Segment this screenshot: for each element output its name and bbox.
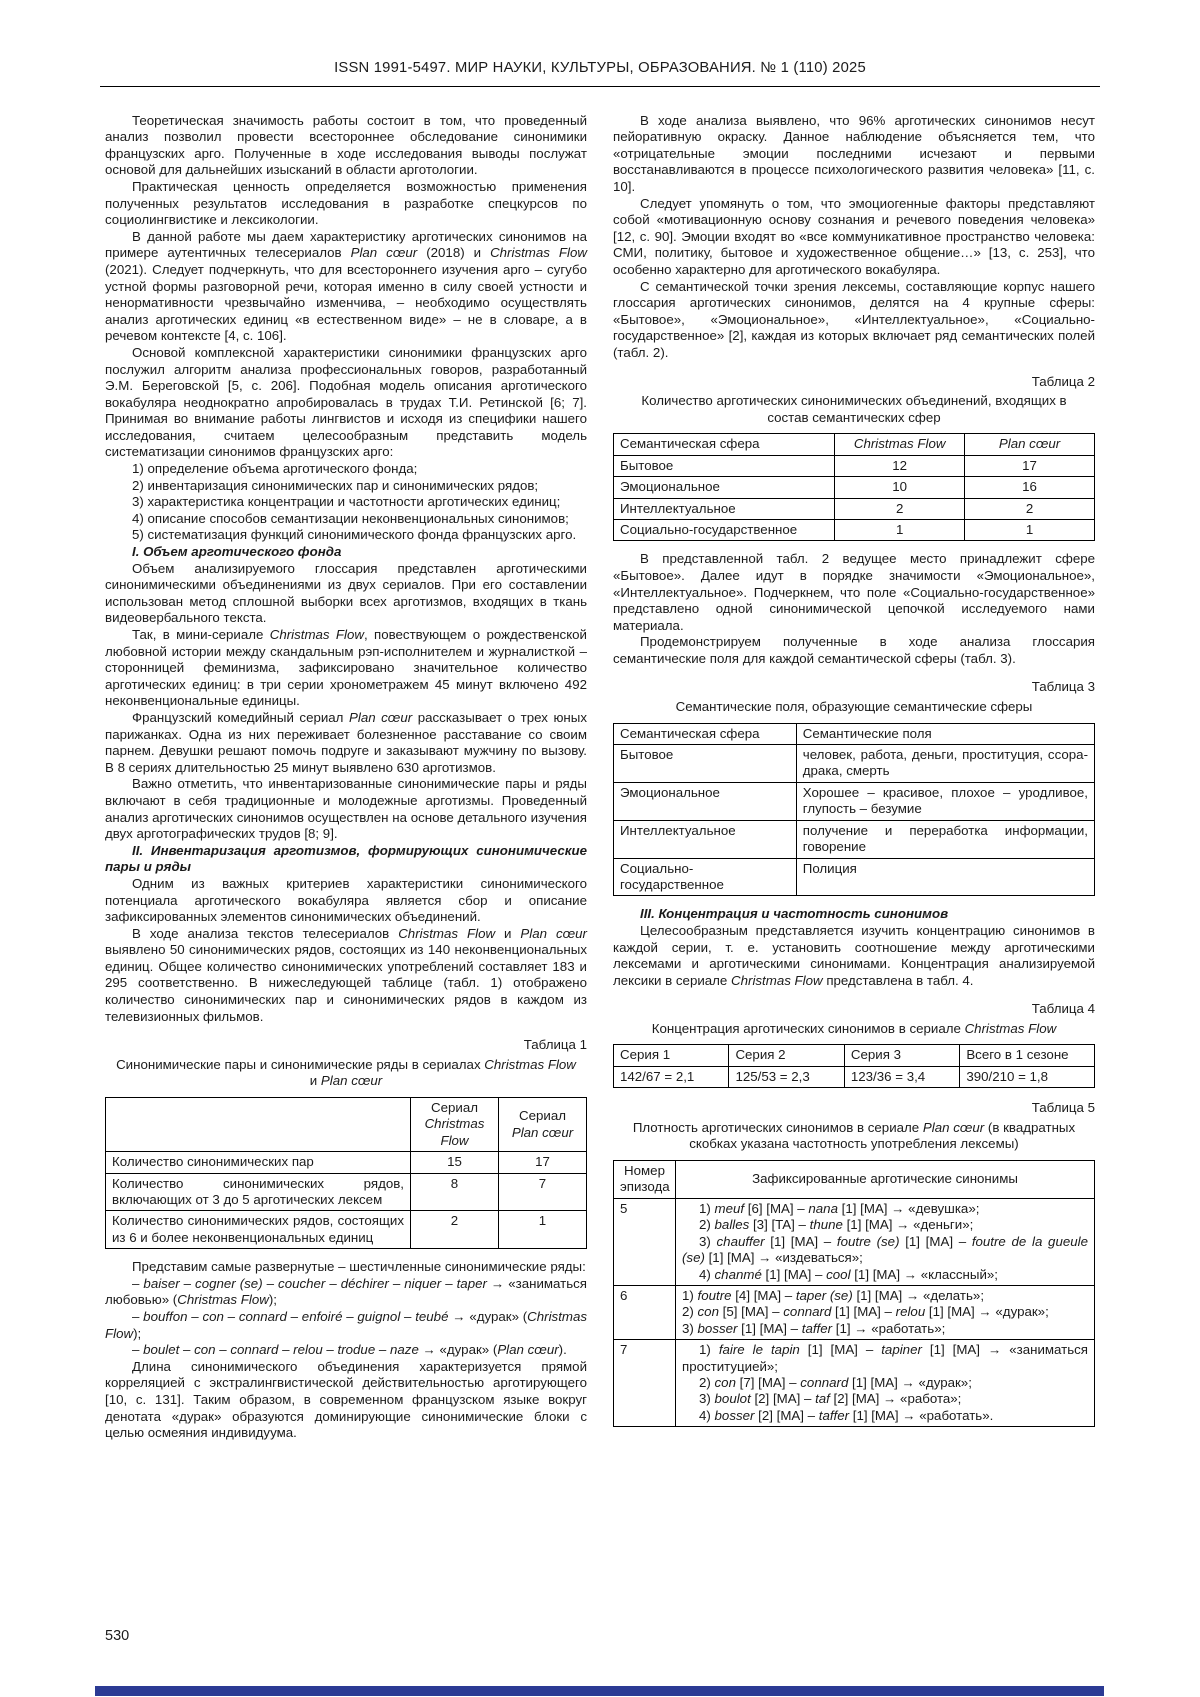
paragraph: Важно отметить, что инвентаризованные синонимические пары и ряды включают в себя традиционные и молодежные арготизмы. Проведенный анализ арготических синонимов осуществлен на основе детального изучения двух арготографических трудов [8; 9]. [105,776,587,842]
table-cell: Plan cœur [965,434,1095,455]
paragraph: Теоретическая значимость работы состоит в том, что проведенный анализ позволил провести всестороннее обследование синонимики французских арго. Полученные в ходе исследования выводы послужат основой для дальнейших изысканий в области арготологии. [105,112,587,178]
table-row [614,1198,1095,1285]
table-row [614,858,1095,896]
paragraph: Французский комедийный сериал Plan cœur рассказывает о трех юных парижанках. Одна из них переживает болезненное расставание со своим парнем. Девушки решают помочь подруге и заказывают мужчину по вызову. В 8 сериях длительностью 25 минут выявлено 630 арготизмов. [105,709,587,775]
table-cell: 8 [411,1173,499,1211]
list-item: 2) инвентаризация синонимических пар и синонимических рядов; [132,477,539,493]
table-caption: Концентрация арготических синонимов в сериале Christmas Flow [651,1020,1057,1036]
table-row [614,477,1095,498]
table-cell: 142/67 = 2,1 [614,1066,729,1087]
list-item: 1) определение объема арготического фонда; [132,461,418,477]
table-label: Таблица 2 [1031,373,1095,389]
section-heading: III. Концентрация и частотность синонимов [640,906,949,922]
table-cell: 17 [965,455,1095,476]
table-cell [106,1098,411,1152]
table-row [614,1285,1095,1339]
synonym-row: – baiser – cogner (se) – coucher – déchirer – niquer – taper → «заниматься любовью» (Christmas Flow); [105,1275,588,1308]
episode-number-cell: 7 [614,1340,676,1427]
table-row [614,519,1095,540]
synonym-line: 1) faire le tapin [1] [MA] – tapiner [1] [MA] → «заниматься проституцией»; [682,1342,1088,1374]
paragraph: Так, в мини-сериале Christmas Flow, повествующем о рождественской любовной истории между скандальным рэп-исполнителем и журналисткой – сторонницей феминизма, зафиксировано значительное количество арготических единиц: в три серии хронометражем 45 минут включено 492 неконвенциональные единицы. [105,627,587,709]
table-cell: человек, работа, деньги, проституция, ссора-драка, смерть [796,745,1094,783]
table-1 [105,1097,587,1249]
table-row [614,498,1095,519]
synonym-line: 1) meuf [6] [MA] – nana [1] [MA] → «девушка»; [699,1200,980,1216]
table-2 [613,433,1095,541]
table-cell: Эмоциональное [614,782,797,820]
table-3 [613,723,1095,897]
table-row [614,1340,1095,1427]
table-row [106,1211,587,1249]
paragraph: Одним из важных критериев характеристики синонимического потенциала арготического вокабуляра является сбор и описание зафиксированных элементов синонимических объединений. [105,875,587,925]
synonym-row: – bouffon – con – connard – enfoiré – guignol – teubé → «дурак» (Christmas Flow); [105,1309,588,1341]
section-heading: I. Объем арготического фонда [132,544,342,560]
synonym-line: 4) bosser [2] [MA] – taffer [1] [MA] → «работать». [699,1407,994,1423]
table-cell: 123/36 = 3,4 [844,1066,959,1087]
table-cell: Серия 3 [844,1045,959,1066]
synonym-line: 2) con [7] [MA] – connard [1] [MA] → «дурак»; [699,1374,972,1390]
table-cell: Бытовое [614,745,797,783]
table-cell: Количество синонимических рядов, включающих от 3 до 5 арготических лексем [106,1173,411,1211]
synonym-line: 3) chauffer [1] [MA] – foutre (se) [1] [MA] – foutre de la gueule (se) [1] [MA] → «издеваться»; [682,1233,1088,1266]
table-row [106,1173,587,1211]
table-cell: Зафиксированные арготические синонимы [676,1161,1095,1199]
table-cell: Интеллектуальное [614,820,797,858]
table-cell: 2 [965,498,1095,519]
table-cell: Семантическая сфера [614,723,797,744]
episode-number-cell: 5 [614,1198,676,1285]
table-label: Таблица 1 [523,1037,587,1053]
table-row [106,1152,587,1173]
table-cell: Эмоциональное [614,477,835,498]
table-cell: Количество синонимических рядов, состоящих из 6 и более неконвенциональных единиц [106,1211,411,1249]
running-head [0,0,1200,87]
paragraph: Практическая ценность определяется возможностью применения полученных результатов исследования в разработке спецкурсов по социолингвистике и лексикологии. [105,178,587,228]
table-row [106,1098,587,1152]
table-row [614,1161,1095,1199]
table-row [614,1066,1095,1087]
table-row [614,434,1095,455]
table-cell: получение и переработка информации, говорение [796,820,1094,858]
paragraph: Следует упомянуть о том, что эмоциогенные факторы представляют собой «мотивационную основу сознания и речевого поведения человека» [12, с. 90]. Эмоции входят во «все коммуникативное пространство человека: СМИ, политику, бытовое и художественное общение…» [13, с. 253], что особенно характерно для арготического вокабуляра. [613,195,1095,277]
synonym-row: – boulet – con – connard – relou – trodue – naze → «дурак» (Plan cœur). [132,1342,567,1358]
table-caption: Плотность арготических синонимов в сериале Plan cœur (в квадратных скобках указана частотность употребления лексемы) [632,1119,1076,1152]
paragraph: С семантической точки зрения лексемы, составляющие корпус нашего глоссария арготических синонимов, делятся на 4 крупные сферы: «Бытовое», «Эмоциональное», «Интеллектуальное», «Социально-государственное» [2], каждая из которых включает ряд семантических полей (табл. 2). [613,278,1095,360]
table-label: Таблица 5 [1031,1100,1095,1116]
synonym-line: 3) bosser [1] [MA] – taffer [1] → «работать»; [682,1320,946,1336]
paragraph: Представим самые развернутые – шестичленные синонимические ряды: [132,1259,586,1275]
table-4 [613,1044,1095,1088]
table-cell: 1 [835,519,965,540]
table-cell: 2 [411,1211,499,1249]
table-cell: 2 [835,498,965,519]
table-row [614,723,1095,744]
synonyms-cell [676,1198,1095,1285]
paragraph: В данной работе мы даем характеристику арготических синонимов на примере аутентичных телесериалов Plan cœur (2018) и Christmas Flow (2021). Следует подчеркнуть, что для всестороннего изучения арго – сугубо устной формы разговорной речи, которая именно в силу своей устности и ненормативности чрезвычайно изменчива, – необходимо осуществлять анализ арготических единиц «в естественном виде» – не в словаре, а в речевом контексте [4, с. 106]. [105,228,587,344]
table-cell: 1 [965,519,1095,540]
paragraph: Продемонстрируем полученные в ходе анализа глоссария семантические поля для каждой семантической сферы (табл. 3). [613,634,1095,666]
table-caption: Синонимические пары и синонимические ряды в сериалах Christmas Flow и Plan cœur [116,1056,576,1089]
table-row [614,782,1095,820]
bottom-decorative-bar [95,1686,1104,1696]
synonym-line: 1) foutre [4] [MA] – taper (se) [1] [MA] → «делать»; [682,1287,985,1303]
table-label: Таблица 3 [1031,679,1095,695]
table-cell: Бытовое [614,455,835,476]
episode-number-cell: 6 [614,1285,676,1339]
paragraph: Длина синонимического объединения характеризуется прямой корреляцией с экстралингвистической действительностью арготирующего [10, с. 131]. Таким образом, в современном французском языке вокруг денотата «дурак» образуются доминирующие синонимические блоки с целью осмеяния индивидуума. [105,1358,587,1441]
table-5 [613,1160,1095,1427]
table-caption: Семантические поля, образующие семантические сферы [675,699,1033,715]
table-cell: Хорошее – красивое, плохое – уродливое, глупость – безумие [796,782,1094,820]
table-cell: Семантические поля [796,723,1094,744]
paragraph: Объем анализируемого глоссария представлен арготическими синонимическими объединениями из двух сериалов. При его составлении использован метод сплошной выборки всех арготизмов, входящих в ткань видеовербального текста. [105,560,587,626]
table-cell: 10 [835,477,965,498]
synonym-line: 4) chanmé [1] [MA] – cool [1] [MA] → «классный»; [699,1266,998,1282]
table-cell: Серия 1 [614,1045,729,1066]
table-cell: Всего в 1 сезоне [960,1045,1095,1066]
synonym-line: 3) boulot [2] [MA] – taf [2] [MA] → «работа»; [699,1391,962,1407]
paragraph: В ходе анализа текстов телесериалов Christmas Flow и Plan cœur выявлено 50 синонимических рядов, состоящих из 140 неконвенциональных единиц. Общее количество синонимических употреблений составляет 183 и 295 соответственно. В нижеследующей таблице (табл. 1) отображено количество синонимических пар и синонимических рядов в каждом из телевизионных фильмов. [105,925,587,1024]
table-row [614,455,1095,476]
table-cell: 125/53 = 2,3 [729,1066,844,1087]
list-item: 3) характеристика концентрации и частотности арготических единиц; [132,494,561,510]
synonyms-cell [676,1285,1095,1339]
paragraph: В ходе анализа выявлено, что 96% арготических синонимов несут пейоративную окраску. Данное наблюдение объясняется тем, что «отрицательные эмоции последними исчезают и первыми восстанавливаются в процессе психологического развития человека» [11, с. 10]. [613,112,1095,194]
table-cell: 12 [835,455,965,476]
table-label: Таблица 4 [1031,1001,1095,1017]
table-cell: Семантическая сфера [614,434,835,455]
synonym-line: 2) con [5] [MA] – connard [1] [MA] – relou [1] [MA] → «дурак»; [682,1304,1049,1320]
table-cell: 7 [499,1173,587,1211]
table-cell: Сериал Plan cœur [499,1098,587,1152]
table-row [614,820,1095,858]
table-cell: 17 [499,1152,587,1173]
table-cell: Сериал Christmas Flow [411,1098,499,1152]
synonyms-cell [676,1340,1095,1427]
table-row [614,745,1095,783]
table-cell: Количество синонимических пар [106,1152,411,1173]
list-item: 5) систематизация функций синонимического фонда французских арго. [132,527,577,543]
table-cell: 1 [499,1211,587,1249]
paragraph: Целесообразным представляется изучить концентрацию синонимов в каждой серии, т. е. установить соотношение между арготическими лексемами и арготическими синонимами. Концентрация анализируемой лексики в сериале Christmas Flow представлена в табл. 4. [613,922,1095,988]
page-number: 530 [105,1628,130,1644]
left-column [105,113,587,1442]
paragraph: Основой комплексной характеристики синонимики французских арго послужил алгоритм анализа профессиональных говоров, разработанный Э.М. Береговской [5, с. 206]. Подобная модель описания арготического вокабуляра неоднократно апробировалась в трудах Т.И. Ретинской [6; 7]. Принимая во внимание работы лингвистов и исходя из специфики нашего исследования, считаем целесообразным представить модель систематизации синонимов французских арго: [105,344,587,460]
table-cell: Серия 2 [729,1045,844,1066]
journal-title: ISSN 1991-5497. МИР НАУКИ, КУЛЬТУРЫ, ОБРАЗОВАНИЯ. № 1 (110) 2025 [334,60,866,76]
table-cell: 15 [411,1152,499,1173]
table-cell: Интеллектуальное [614,498,835,519]
table-cell: 390/210 = 1,8 [960,1066,1095,1087]
table-cell: Christmas Flow [835,434,965,455]
table-caption: Количество арготических синонимических объединений, входящих в состав семантических сфер [641,393,1067,425]
table-cell: Полиция [796,858,1094,896]
table-cell: Номер эпизода [614,1161,676,1199]
list-item: 4) описание способов семантизации неконвенциональных синонимов; [132,510,569,526]
synonym-line: 2) balles [3] [TA] – thune [1] [MA] → «деньги»; [699,1217,974,1233]
table-cell: Социально-государственное [614,519,835,540]
table-cell: Социально-государственное [614,858,797,896]
table-row [614,1045,1095,1066]
section-heading: II. Инвентаризация арготизмов, формирующих синонимические пары и ряды [105,842,587,875]
paragraph: В представленной табл. 2 ведущее место принадлежит сфере «Бытовое». Далее идут в порядке значимости «Эмоциональное», «Интеллектуальное». Подчеркнем, что поле «Социально-государственное» представлено одной синонимической цепочкой исследуемого нами материала. [613,551,1095,633]
two-column-body [0,87,1200,1442]
table-cell: 16 [965,477,1095,498]
right-column [613,113,1095,1438]
